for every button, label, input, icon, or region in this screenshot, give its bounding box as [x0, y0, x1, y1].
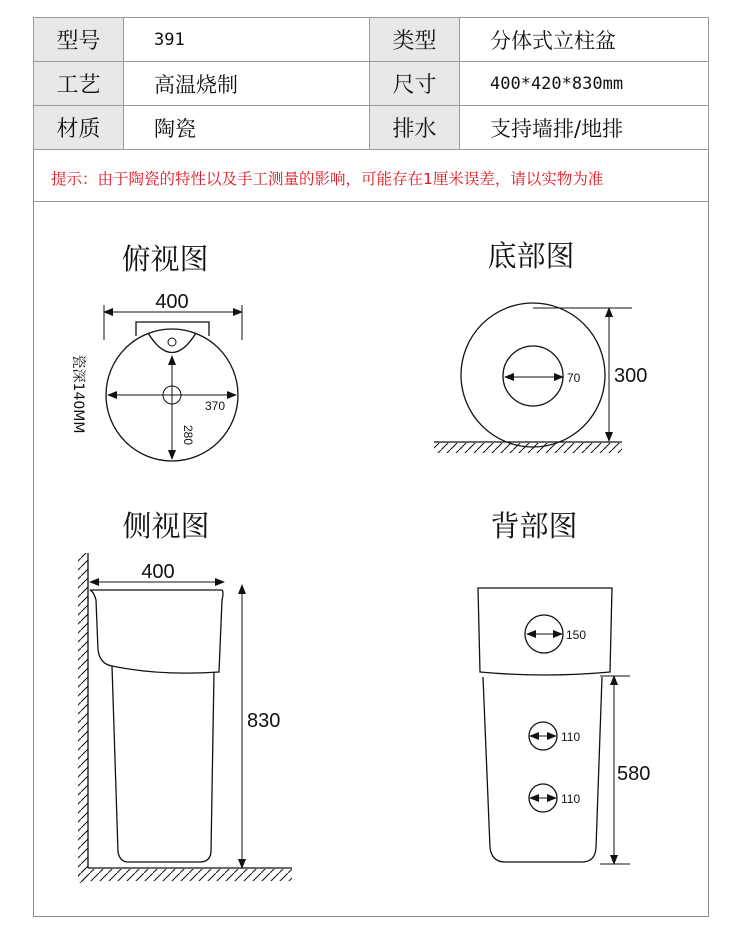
bowl-depth-label: 瓷深140MM [70, 354, 86, 434]
side-view-title: 侧视图 [122, 509, 210, 543]
spec-value: 高温烧制 [124, 62, 370, 106]
top-view-title: 俯视图 [121, 242, 209, 276]
notice-text: 提示：由于陶瓷的特性以及手工测量的影响，可能存在1厘米误差，请以实物为准 [33, 156, 709, 202]
bottom-height-label: 300 [614, 365, 648, 387]
faucet-recess [148, 333, 196, 353]
faucet-hole [168, 338, 176, 346]
spec-label: 型号 [34, 18, 124, 62]
side-view [78, 509, 292, 883]
spec-value: 支持墙排/地排 [460, 106, 709, 150]
top-inner-label: 370 [205, 399, 226, 413]
back-hole3-label: 110 [561, 792, 581, 806]
bottom-hole-label: 70 [567, 371, 581, 385]
pedestal-base-outline [461, 303, 605, 447]
back-view-title: 背部图 [490, 509, 578, 543]
side-height-label: 830 [247, 710, 281, 732]
back-height-label: 580 [617, 763, 651, 785]
back-view [478, 509, 650, 864]
floor-hatch [434, 443, 622, 453]
pedestal-back-outline [483, 677, 602, 862]
top-view [70, 242, 242, 461]
spec-label: 工艺 [34, 62, 124, 106]
spec-value: 分体式立柱盆 [460, 18, 709, 62]
spec-label: 类型 [370, 18, 460, 62]
spec-label: 尺寸 [370, 62, 460, 106]
spec-value: 400*420*830mm [460, 62, 709, 106]
floor-hatch [78, 869, 292, 881]
bottom-view [434, 239, 647, 453]
wall-hatch [78, 553, 88, 883]
bottom-view-title: 底部图 [487, 239, 575, 273]
spec-label: 材质 [34, 106, 124, 150]
pedestal-side-outline [112, 666, 214, 862]
side-width-label: 400 [141, 561, 175, 583]
back-hole2-label: 110 [561, 730, 581, 744]
basin-side-outline [90, 590, 223, 673]
spec-value: 391 [124, 18, 370, 62]
top-width-label: 400 [155, 291, 189, 313]
spec-label: 排水 [370, 106, 460, 150]
top-depth-label: 280 [181, 424, 195, 446]
bottom-drain-hole [503, 346, 563, 406]
back-hole1-label: 150 [566, 628, 587, 642]
basin-back-outline [478, 588, 612, 675]
spec-value: 陶瓷 [124, 106, 370, 150]
